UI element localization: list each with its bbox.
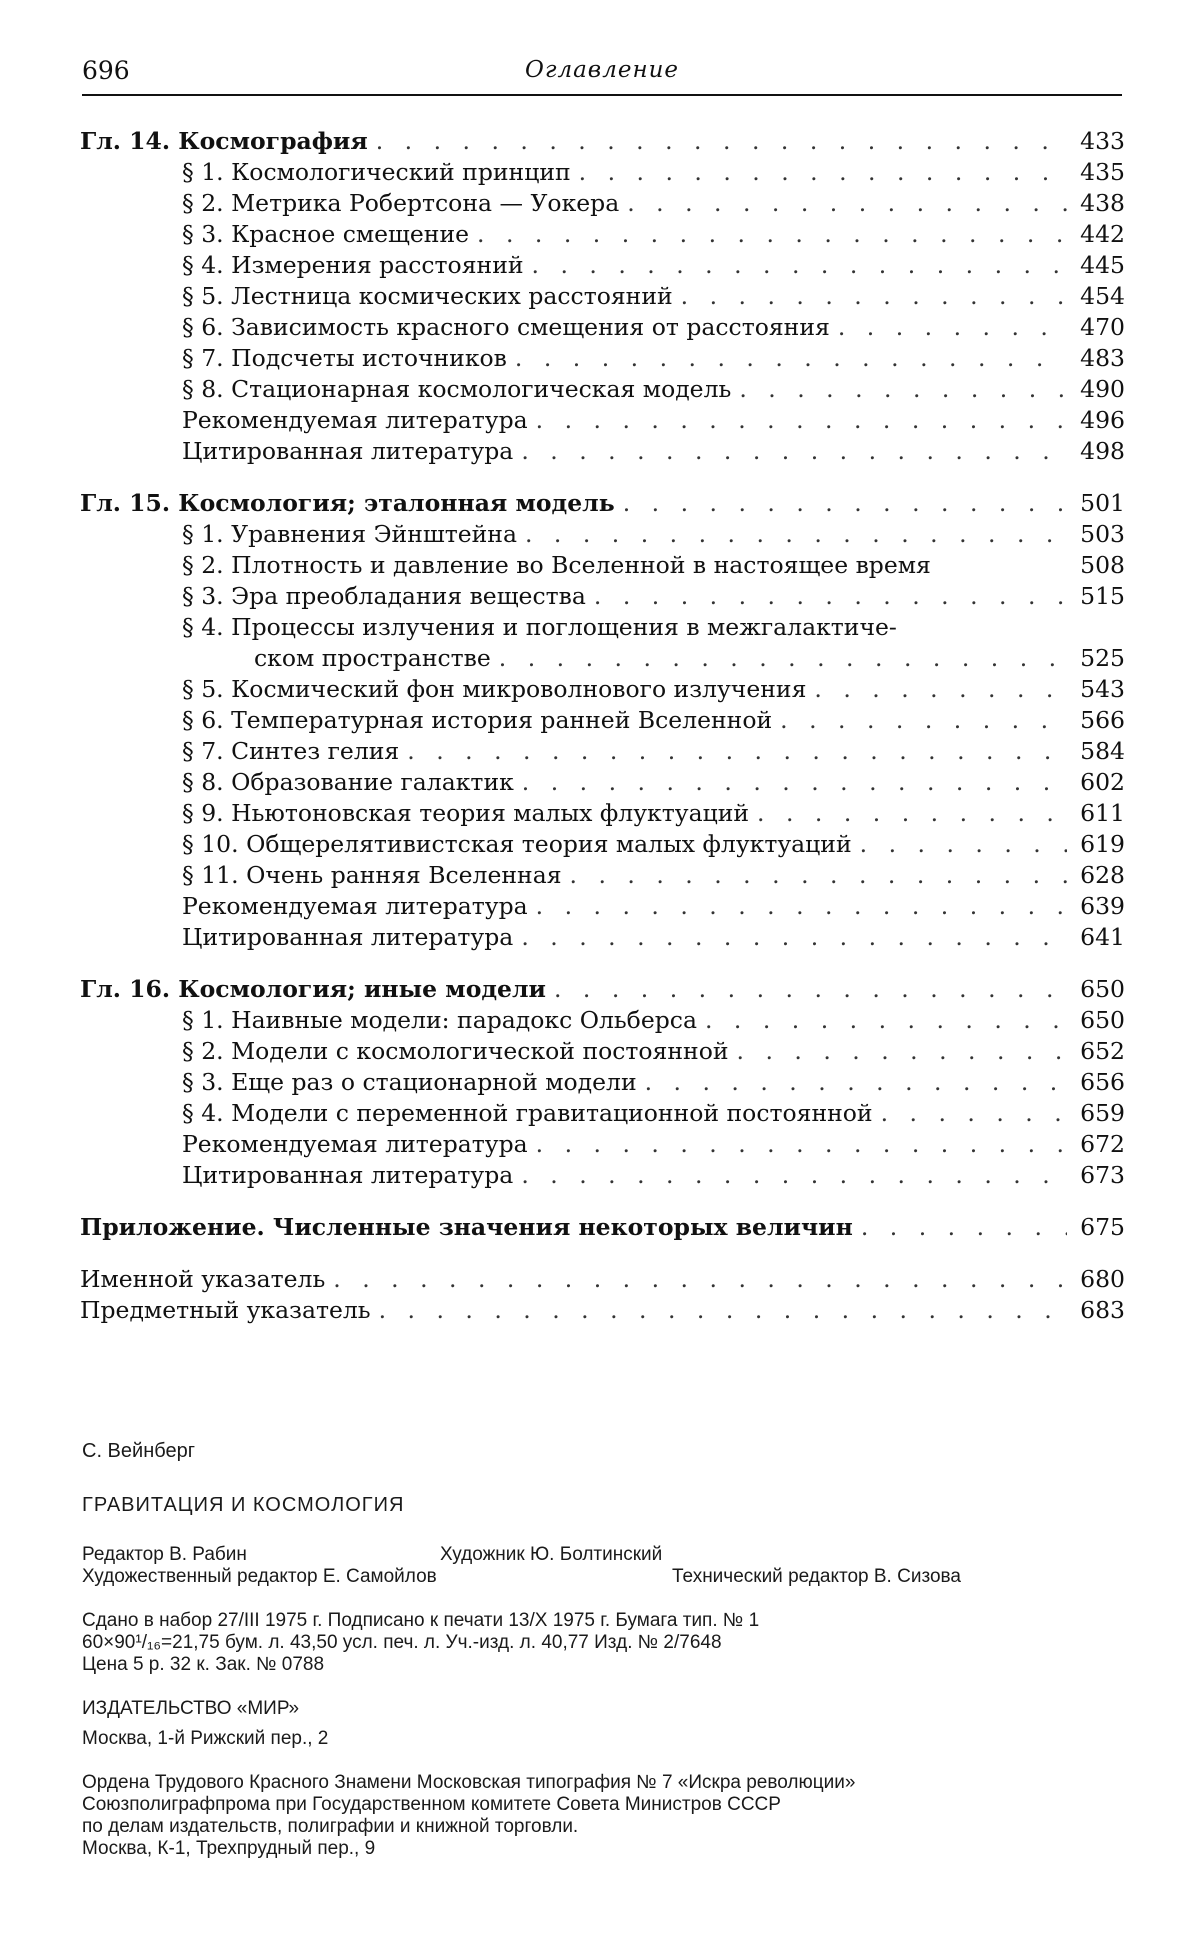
toc-entry[interactable] <box>80 767 1125 798</box>
toc-entry[interactable] <box>80 550 1125 581</box>
toc-page-number: 470 <box>1080 313 1125 341</box>
toc-entry[interactable] <box>80 1160 1125 1191</box>
colophon-address: Москва, 1-й Рижский пер., 2 <box>82 1728 329 1749</box>
toc-page-number: 650 <box>1080 1006 1125 1034</box>
toc-page-number: 498 <box>1080 437 1125 465</box>
toc-page-number: 483 <box>1080 344 1125 372</box>
toc-page-number: 602 <box>1080 768 1125 796</box>
toc-leader-dots <box>860 829 1067 860</box>
toc-leader-dots <box>525 519 1067 550</box>
colophon-printer-line: Ордена Трудового Красного Знамени Московская типография № 7 «Искра революции» <box>82 1772 856 1793</box>
toc-entry-title: § 1. Космологический принцип <box>182 158 571 186</box>
toc-entry-title: Гл. 16. Космология; иные модели <box>80 975 546 1003</box>
toc-entry-title: Приложение. Численные значения некоторых величин <box>80 1213 853 1241</box>
toc-leader-dots <box>376 126 1067 157</box>
toc-leader-dots <box>579 157 1067 188</box>
colophon-staff <box>82 1544 1122 1588</box>
toc-leader-dots <box>521 1160 1067 1191</box>
toc-page-number: 683 <box>1080 1296 1125 1324</box>
toc-entry-title: § 3. Еще раз о стационарной модели <box>182 1068 637 1096</box>
toc-leader-dots <box>739 374 1067 405</box>
toc-page-number: 525 <box>1080 644 1125 672</box>
toc-entry-title: § 5. Лестница космических расстояний <box>182 282 673 310</box>
toc-leader-dots <box>532 250 1067 281</box>
running-title: Оглавление <box>524 57 680 83</box>
toc-entry-title: § 6. Температурная история ранней Вселенной <box>182 706 773 734</box>
toc-entry-title: § 1. Наивные модели: парадокс Ольберса <box>182 1006 697 1034</box>
colophon-print-line: Сдано в набор 27/III 1975 г. Подписано к печати 13/X 1975 г. Бумага тип. № 1 <box>82 1610 760 1631</box>
toc-entry-title: § 2. Плотность и давление во Вселенной в настоящее время <box>182 551 931 579</box>
toc-page-number: 496 <box>1080 406 1125 434</box>
colophon-print-info <box>82 1610 1122 1676</box>
toc-page-number: 639 <box>1080 892 1125 920</box>
toc-entry-title: Гл. 14. Космография <box>80 127 368 155</box>
colophon-print-line: 60×90¹/₁₆=21,75 бум. л. 43,50 усл. печ. л. Уч.-изд. л. 40,77 Изд. № 2/7648 <box>82 1632 722 1653</box>
toc-page-number: 652 <box>1080 1037 1125 1065</box>
toc-entry[interactable] <box>80 188 1125 219</box>
toc-entry-title: § 10. Общерелятивистская теория малых флуктуаций <box>182 830 852 858</box>
toc-entry[interactable] <box>80 436 1125 467</box>
toc-entry-title: Рекомендуемая литература <box>182 892 528 920</box>
toc-entry[interactable] <box>80 1264 1125 1295</box>
toc-entry-title: § 3. Красное смещение <box>182 220 470 248</box>
toc-leader-dots <box>554 974 1067 1005</box>
toc-leader-dots <box>623 488 1067 519</box>
toc-page-number: 673 <box>1080 1161 1125 1189</box>
toc-leader-dots <box>645 1067 1067 1098</box>
toc-entry-title: § 9. Ньютоновская теория малых флуктуаций <box>182 799 750 827</box>
toc-entry[interactable] <box>80 250 1125 281</box>
toc-leader-dots <box>861 1212 1067 1243</box>
toc-entry[interactable] <box>80 1295 1125 1326</box>
colophon-artist: Художник Ю. Болтинский <box>440 1544 663 1565</box>
table-of-contents <box>80 126 1125 1326</box>
page-number: 696 <box>82 56 130 85</box>
toc-entry-title: ском пространстве <box>254 644 491 672</box>
toc-page-number: 501 <box>1080 489 1125 517</box>
toc-page-number: 659 <box>1080 1099 1125 1127</box>
colophon-editor: Редактор В. Рабин <box>82 1544 247 1565</box>
page-header <box>82 52 1122 96</box>
colophon <box>82 1440 1122 1882</box>
toc-leader-dots <box>570 860 1067 891</box>
toc-leader-dots <box>536 405 1067 436</box>
toc-entry-title: Гл. 15. Космология; эталонная модель <box>80 489 615 517</box>
toc-page-number: 438 <box>1080 189 1125 217</box>
toc-entry[interactable] <box>80 891 1125 922</box>
toc-page-number: 454 <box>1080 282 1125 310</box>
colophon-art-editor: Художественный редактор Е. Самойлов <box>82 1566 437 1587</box>
toc-page-number: 543 <box>1080 675 1125 703</box>
toc-page-number: 515 <box>1080 582 1125 610</box>
toc-leader-dots <box>838 312 1067 343</box>
toc-entry-title: § 1. Уравнения Эйнштейна <box>182 520 517 548</box>
toc-page-number: 656 <box>1080 1068 1125 1096</box>
toc-page-number: 435 <box>1080 158 1125 186</box>
toc-entry[interactable] <box>80 612 1125 643</box>
toc-page-number: 680 <box>1080 1265 1125 1293</box>
toc-entry[interactable] <box>80 343 1125 374</box>
toc-page-number: 619 <box>1080 830 1125 858</box>
toc-chapter-entry[interactable] <box>80 1212 1125 1243</box>
toc-entry-title: § 7. Подсчеты источников <box>182 344 507 372</box>
colophon-publisher: ИЗДАТЕЛЬСТВО «МИР» <box>82 1698 300 1719</box>
toc-entry-title: Рекомендуемая литература <box>182 406 528 434</box>
toc-entry[interactable] <box>80 705 1125 736</box>
toc-entry[interactable] <box>80 157 1125 188</box>
toc-leader-dots <box>780 705 1067 736</box>
toc-entry-title: § 4. Модели с переменной гравитационной постоянной <box>182 1099 873 1127</box>
toc-leader-dots <box>499 643 1067 674</box>
toc-page-number: 628 <box>1080 861 1125 889</box>
toc-entry[interactable] <box>80 1129 1125 1160</box>
toc-entry[interactable] <box>80 798 1125 829</box>
toc-entry[interactable] <box>80 860 1125 891</box>
toc-page-number: 584 <box>1080 737 1125 765</box>
toc-leader-dots <box>477 219 1067 250</box>
toc-entry-title: § 2. Модели с космологической постоянной <box>182 1037 729 1065</box>
toc-entry-title: Цитированная литература <box>182 923 514 951</box>
toc-leader-dots <box>881 1098 1067 1129</box>
toc-page-number: 508 <box>1080 551 1125 579</box>
colophon-printer-line: Союзполиграфпрома при Государственном комитете Совета Министров СССР <box>82 1794 781 1815</box>
toc-leader-dots <box>521 436 1067 467</box>
toc-leader-dots <box>536 891 1067 922</box>
toc-leader-dots <box>379 1295 1067 1326</box>
toc-page-number: 650 <box>1080 975 1125 1003</box>
toc-entry[interactable] <box>80 1098 1125 1129</box>
toc-entry-title: § 7. Синтез гелия <box>182 737 400 765</box>
toc-entry-title: § 5. Космический фон микроволнового излучения <box>182 675 807 703</box>
toc-chapter-entry[interactable] <box>80 126 1125 157</box>
colophon-title: ГРАВИТАЦИЯ И КОСМОЛОГИЯ <box>82 1494 405 1516</box>
colophon-printer <box>82 1772 1122 1860</box>
toc-leader-dots <box>522 767 1067 798</box>
colophon-author: С. Вейнберг <box>82 1440 196 1462</box>
toc-page-number: 672 <box>1080 1130 1125 1158</box>
toc-entry[interactable] <box>80 1005 1125 1036</box>
toc-entry[interactable] <box>80 1036 1125 1067</box>
toc-entry-title: Предметный указатель <box>80 1296 371 1324</box>
toc-entry[interactable] <box>80 829 1125 860</box>
toc-leader-dots <box>757 798 1067 829</box>
toc-leader-dots <box>515 343 1067 374</box>
toc-leader-dots <box>407 736 1067 767</box>
toc-leader-dots <box>737 1036 1067 1067</box>
toc-leader-dots <box>521 922 1067 953</box>
toc-spacer <box>80 1243 1125 1264</box>
toc-entry-title: § 6. Зависимость красного смещения от расстояния <box>182 313 830 341</box>
toc-entry-title: Рекомендуемая литература <box>182 1130 528 1158</box>
toc-page-number: 503 <box>1080 520 1125 548</box>
toc-chapter-entry[interactable] <box>80 974 1125 1005</box>
toc-entry-title: § 8. Стационарная космологическая модель <box>182 375 732 403</box>
toc-page-number: 611 <box>1080 799 1125 827</box>
toc-chapter-entry[interactable] <box>80 488 1125 519</box>
toc-page-number: 490 <box>1080 375 1125 403</box>
toc-page-number: 445 <box>1080 251 1125 279</box>
toc-entry[interactable] <box>80 405 1125 436</box>
toc-entry[interactable] <box>80 674 1125 705</box>
toc-entry[interactable] <box>80 519 1125 550</box>
toc-entry[interactable] <box>80 922 1125 953</box>
toc-entry[interactable] <box>80 1067 1125 1098</box>
toc-page-number: 566 <box>1080 706 1125 734</box>
toc-spacer <box>80 1191 1125 1212</box>
toc-spacer <box>80 467 1125 488</box>
toc-entry[interactable] <box>80 643 1125 674</box>
toc-entry[interactable] <box>80 736 1125 767</box>
toc-leader-dots <box>536 1129 1067 1160</box>
toc-leader-dots <box>681 281 1067 312</box>
toc-entry-title: § 3. Эра преобладания вещества <box>182 582 586 610</box>
toc-entry[interactable] <box>80 281 1125 312</box>
toc-entry[interactable] <box>80 581 1125 612</box>
colophon-print-line: Цена 5 р. 32 к. Зак. № 0788 <box>82 1654 325 1675</box>
toc-spacer <box>80 953 1125 974</box>
toc-page-number: 442 <box>1080 220 1125 248</box>
toc-entry[interactable] <box>80 374 1125 405</box>
toc-page-number: 433 <box>1080 127 1125 155</box>
toc-entry-title: § 8. Образование галактик <box>182 768 514 796</box>
colophon-printer-line: по делам издательств, полиграфии и книжной торговли. <box>82 1816 579 1837</box>
toc-entry-title: Цитированная литература <box>182 1161 514 1189</box>
colophon-tech-editor: Технический редактор В. Сизова <box>672 1566 961 1587</box>
toc-entry[interactable] <box>80 219 1125 250</box>
toc-page-number: 641 <box>1080 923 1125 951</box>
toc-entry-title: Цитированная литература <box>182 437 514 465</box>
toc-leader-dots <box>814 674 1067 705</box>
toc-entry-title: § 11. Очень ранняя Вселенная <box>182 861 562 889</box>
toc-entry-title: Именной указатель <box>80 1265 326 1293</box>
colophon-printer-line: Москва, К-1, Трехпрудный пер., 9 <box>82 1838 376 1859</box>
toc-entry-title: § 4. Процессы излучения и поглощения в межгалактиче- <box>182 613 897 641</box>
toc-leader-dots <box>594 581 1067 612</box>
toc-entry-title: § 2. Метрика Робертсона — Уокера <box>182 189 620 217</box>
toc-leader-dots <box>627 188 1067 219</box>
toc-leader-dots <box>333 1264 1067 1295</box>
toc-entry-title: § 4. Измерения расстояний <box>182 251 524 279</box>
toc-leader-dots <box>705 1005 1067 1036</box>
toc-entry[interactable] <box>80 312 1125 343</box>
colophon-publisher-block <box>82 1698 1122 1750</box>
toc-page-number: 675 <box>1080 1213 1125 1241</box>
